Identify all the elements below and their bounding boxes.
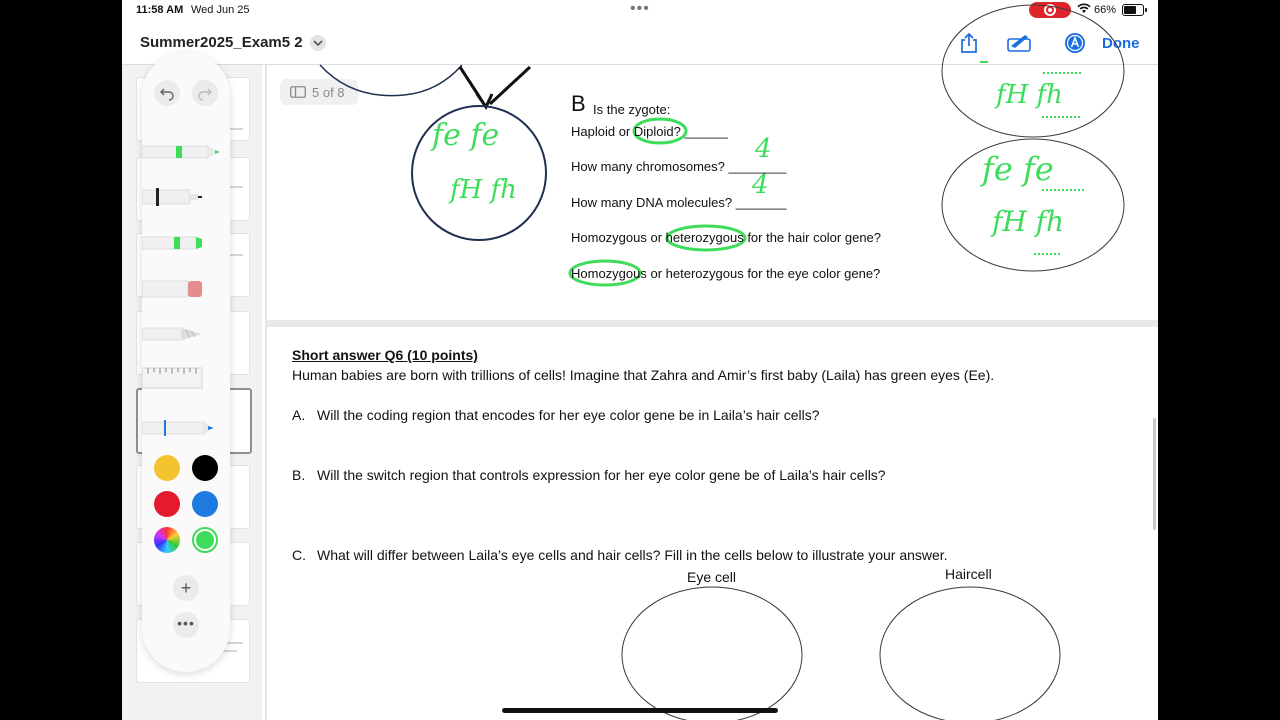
zygote-q-ploidy: Haploid or Diploid? ______	[571, 124, 728, 139]
handwriting-right-top-cell: fH fh	[996, 80, 1063, 110]
question-letter: B	[571, 91, 586, 116]
add-tool-button[interactable]: +	[173, 575, 199, 601]
short-answer-intro: Human babies are born with trillions of cells! Imagine that Zahra and Amir’s first baby (Laila) has green eyes (Ee).	[292, 367, 995, 383]
handwriting-right-cell-top: fe fe	[982, 150, 1054, 188]
question-letter: C.	[292, 547, 306, 563]
document-title[interactable]: Summer2025_Exam5 2	[140, 34, 303, 51]
page-indicator-text: 5 of 8	[312, 85, 345, 100]
question-text: Will the coding region that encodes for her eye color gene be in Laila’s hair cells?	[317, 407, 820, 423]
page-break	[267, 320, 1158, 327]
question-letter: A.	[292, 407, 306, 423]
handwritten-answer: 4	[752, 170, 769, 200]
hair-cell-label: Haircell	[945, 566, 992, 582]
status-date: Wed Jun 25	[191, 4, 250, 16]
home-indicator[interactable]	[502, 708, 778, 713]
question-text: What will differ between Laila’s eye cells and hair cells? Fill in the cells below to illustrate your answer.	[317, 547, 948, 563]
scrollbar[interactable]	[1153, 418, 1156, 530]
status-time: 11:58 AM	[136, 4, 184, 16]
zygote-title: Is the zygote:	[593, 102, 671, 117]
done-button[interactable]: Done	[1102, 35, 1140, 52]
zygote-q-eye: Homozygous or heterozygous for the eye color gene?	[571, 266, 881, 281]
ipad-screen	[122, 0, 1158, 720]
handwriting-left-bottom: fH fh	[450, 175, 517, 205]
eye-cell-label: Eye cell	[687, 569, 737, 585]
zygote-q-chromosomes: How many chromosomes? ________	[571, 159, 787, 174]
handwriting-left-top: fe fe	[432, 118, 500, 153]
handwritten-answer: 4	[755, 134, 772, 164]
zygote-q-hair: Homozygous or heterozygous for the hair color gene?	[571, 230, 882, 245]
multitasking-dots-icon[interactable]: •••	[630, 0, 650, 17]
short-answer-heading: Short answer Q6 (10 points)	[292, 347, 478, 363]
question-letter: B.	[292, 467, 306, 483]
handwriting-right-cell-bottom: fH fh	[992, 205, 1065, 238]
battery-percentage: 66%	[1094, 4, 1117, 16]
question-text: Will the switch region that controls expression for her eye color gene be of Laila’s hair cells?	[317, 467, 886, 483]
zygote-q-dna: How many DNA molecules? _______	[571, 195, 787, 210]
more-options-button[interactable]: •••	[173, 612, 199, 638]
